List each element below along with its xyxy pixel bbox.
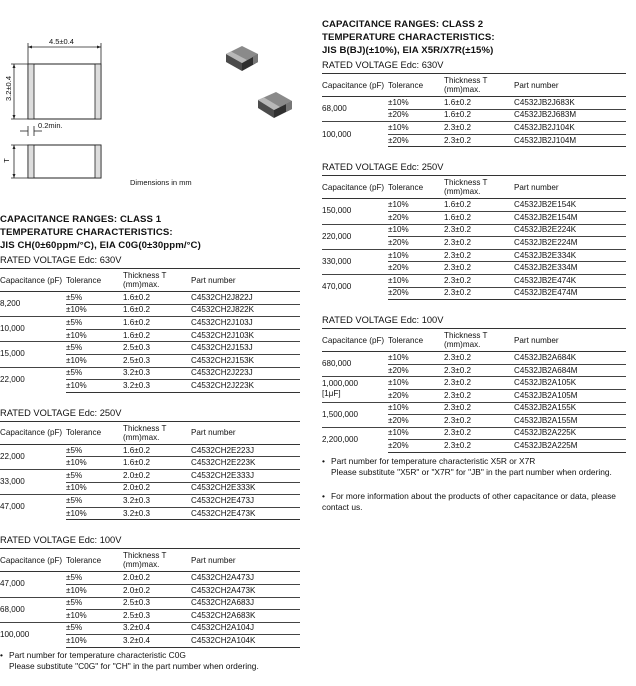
thickness-cell: 1.6±0.2 [444,200,471,210]
thickness-cell: 2.3±0.2 [444,274,514,287]
thickness-cell: 2.3±0.2 [444,262,514,275]
tolerance-cell: ±10% [66,507,123,520]
tolerance-header: Tolerance [66,269,123,292]
part-number-cell: C4532JB2A225K [514,427,626,440]
part-number-cell: C4532CH2E473K [191,507,300,520]
part-number-cell: C4532JB2A155M [514,415,626,428]
thickness-label: T [1,158,11,163]
part-number-cell: C4532CH2A473K [191,584,300,597]
thickness-cell: 3.2±0.3 [123,380,191,393]
table-row [322,224,626,237]
table-row [322,377,626,390]
tolerance-cell: ±10% [388,200,409,210]
capacitance-header: Capacitance (pF) [0,549,66,572]
thickness-cell: 2.3±0.2 [444,352,471,362]
height-dimension-label: 3.2±0.4 [3,76,13,101]
voltage-section [0,407,300,521]
part-number-cell: C4532JB2J104M [514,134,626,147]
tolerance-cell: ±10% [66,329,123,342]
tolerance-cell: ±5% [66,292,83,302]
capacitance-value: 220,000 [322,224,388,249]
capacitance-value: 680,000 [322,359,352,369]
thickness-header: Thickness T (mm)max. [123,269,191,292]
capacitance-table [322,175,626,300]
rated-voltage-label: RATED VOLTAGE Edc: 250V [0,407,122,418]
thickness-cell: 2.3±0.2 [444,402,514,415]
part-number-header: Part number [191,421,300,444]
tolerance-header: Tolerance [388,329,444,352]
class1-note-line2: Please substitute "C0G" for "CH" in the part number when ordering. [9,660,259,671]
tolerance-cell: ±10% [388,224,444,237]
voltage-section [0,534,300,648]
tolerance-cell: ±20% [388,237,444,250]
width-dimension-label: 4.5±0.4 [49,37,74,46]
part-number-cell: C4532JB2A155K [514,402,626,415]
part-number-cell: C4532JB2J683M [514,109,626,122]
thickness-cell: 2.5±0.3 [123,610,191,623]
tolerance-cell: ±10% [66,457,123,470]
table-row [322,274,626,287]
part-number-header: Part number [191,269,300,292]
capacitance-value: 47,000 [0,495,66,520]
voltage-section [322,161,626,300]
class2-column [322,18,626,513]
capacitance-value: 15,000 [0,342,66,367]
class2-note-line3: For more information about the products of other capacitance or data, please contact us. [322,490,616,512]
class2-tables [322,59,626,453]
tolerance-cell: ±5% [66,342,123,355]
table-row [0,622,300,635]
part-number-cell: C4532JB2E154K [514,200,577,210]
part-number-cell: C4532CH2J822J [191,292,253,302]
part-number-cell: C4532CH2E473J [191,495,300,508]
capacitance-table [322,328,626,453]
part-number-cell: C4532JB2E474K [514,274,626,287]
class1-note-line1: Part number for temperature characteristic C0G [9,649,186,660]
tolerance-cell: ±5% [66,445,83,455]
table-row [0,469,300,482]
part-number-cell: C4532JB2J104K [514,122,626,135]
thickness-cell: 2.5±0.3 [123,597,191,610]
tolerance-cell: ±20% [388,389,444,402]
capacitance-value: 330,000 [322,249,388,274]
part-number-cell: C4532JB2A105K [514,377,626,390]
rated-voltage-label: RATED VOLTAGE Edc: 100V [322,315,444,326]
tolerance-cell: ±20% [388,211,444,224]
thickness-cell: 1.6±0.2 [444,109,514,122]
part-number-cell: C4532CH2J103K [191,329,300,342]
class2-subtitle: TEMPERATURE CHARACTERISTICS: [322,32,495,43]
class1-spec: JIS CH(0±60ppm/°C), EIA C0G(0±30ppm/°C) [0,240,201,251]
part-number-cell: C4532CH2A104J [191,622,300,635]
voltage-section [322,59,626,147]
part-number-cell: C4532CH2J223J [191,367,300,380]
chip-photo-1 [226,46,258,71]
part-number-cell: C4532CH2A683K [191,610,300,623]
tolerance-cell: ±5% [66,495,123,508]
tolerance-cell: ±20% [388,440,444,453]
tolerance-header: Tolerance [66,549,123,572]
table-row [322,199,626,212]
class2-note-line2: Please substitute "X5R" or "X7R" for "JB" in the part number when ordering. [331,466,612,477]
thickness-header: Thickness T (mm)max. [444,176,514,199]
tolerance-cell: ±10% [388,427,444,440]
table-row [0,342,300,355]
dimension-figure [0,28,310,198]
capacitance-header: Capacitance (pF) [322,176,388,199]
rated-voltage-label: RATED VOLTAGE Edc: 250V [322,162,444,173]
thickness-header: Thickness T (mm)max. [123,421,191,444]
table-row [322,402,626,415]
part-number-cell: C4532CH2E333K [191,482,300,495]
tolerance-cell: ±20% [388,262,444,275]
table-row [0,495,300,508]
table-row [322,427,626,440]
capacitance-value: 68,000 [0,597,66,622]
tolerance-cell: ±20% [388,109,444,122]
tolerance-cell: ±10% [66,304,123,317]
capacitance-value: 150,000 [322,206,352,216]
thickness-header: Thickness T (mm)max. [123,549,191,572]
tolerance-cell: ±10% [66,635,123,648]
thickness-cell: 2.3±0.2 [444,389,514,402]
tolerance-cell: ±10% [66,584,123,597]
class2-spec: JIS B(BJ)(±10%), EIA X5R/X7R(±15%) [322,45,494,56]
capacitance-value: 10,000 [0,317,66,342]
table-row [0,444,300,457]
capacitance-value: 1,000,000 [1μF] [322,377,388,402]
part-number-cell: C4532CH2E223K [191,457,300,470]
thickness-cell: 3.2±0.3 [123,495,191,508]
table-row [0,292,300,305]
tolerance-cell: ±10% [388,274,444,287]
tolerance-header: Tolerance [388,74,444,97]
part-number-cell: C4532JB2E334K [514,249,626,262]
thickness-cell: 1.6±0.2 [444,211,514,224]
tolerance-header: Tolerance [66,421,123,444]
tolerance-cell: ±10% [388,402,444,415]
thickness-cell: 2.3±0.2 [444,377,514,390]
capacitance-table [322,73,626,147]
capacitance-value: 100,000 [0,622,66,647]
tolerance-cell: ±10% [66,610,123,623]
tolerance-cell: ±10% [66,354,123,367]
capacitance-value: 470,000 [322,274,388,299]
thickness-cell: 2.3±0.2 [444,224,514,237]
thickness-cell: 2.3±0.2 [444,427,514,440]
rated-voltage-label: RATED VOLTAGE Edc: 630V [0,255,122,265]
tolerance-cell: ±10% [66,380,123,393]
part-number-header: Part number [514,329,626,352]
part-number-cell: C4532CH2E223J [191,445,254,455]
table-row [322,352,626,365]
class2-note: • Part number for temperature characteristic X5R or X7R Please substitute "X5R" or "X7R" for "JB" in the part number when ordering. [322,456,626,478]
dimension-drawing [0,28,310,198]
part-number-header: Part number [514,74,626,97]
capacitance-table [0,548,300,648]
tolerance-header: Tolerance [388,176,444,199]
tolerance-cell: ±5% [66,317,123,330]
part-number-cell: C4532JB2A684K [514,352,577,362]
capacitance-value: 8,200 [0,299,21,309]
thickness-cell: 3.2±0.3 [123,507,191,520]
capacitance-value: 22,000 [0,367,66,392]
thickness-cell: 1.6±0.2 [444,97,471,107]
tolerance-cell: ±5% [66,469,123,482]
table-row [0,367,300,380]
tolerance-cell: ±10% [388,249,444,262]
part-number-cell: C4532CH2A683J [191,597,300,610]
thickness-cell: 3.2±0.3 [123,367,191,380]
tolerance-cell: ±10% [388,97,409,107]
table-row [0,572,300,585]
thickness-header: Thickness T (mm)max. [444,74,514,97]
part-number-header: Part number [191,549,300,572]
thickness-cell: 2.3±0.2 [444,122,514,135]
rated-voltage-label: RATED VOLTAGE Edc: 630V [322,60,444,70]
part-number-cell: C4532JB2E224M [514,237,626,250]
class2-note-line1: Part number for temperature characteristic X5R or X7R [331,455,536,466]
thickness-cell: 1.6±0.2 [123,317,191,330]
capacitance-header: Capacitance (pF) [0,421,66,444]
thickness-cell: 2.3±0.2 [444,415,514,428]
tolerance-cell: ±10% [388,377,444,390]
tolerance-cell: ±5% [66,622,123,635]
tolerance-cell: ±5% [66,367,123,380]
thickness-cell: 1.6±0.2 [123,457,191,470]
class2-note-contact: • For more information about the products of other capacitance or data, please contact us. [322,490,616,512]
capacitance-value: 33,000 [0,469,66,494]
part-number-cell: C4532CH2J103J [191,317,300,330]
capacitance-value: 68,000 [322,104,347,114]
class1-subtitle: TEMPERATURE CHARACTERISTICS: [0,227,173,238]
part-number-cell: C4532CH2A473J [191,573,254,583]
thickness-cell: 2.3±0.2 [444,440,514,453]
thickness-cell: 2.0±0.2 [123,482,191,495]
capacitance-value: 1,500,000 [322,402,388,427]
capacitance-table [0,421,300,521]
tolerance-cell: ±20% [388,287,444,300]
class1-tables [0,254,300,648]
part-number-cell: C4532JB2A684M [514,364,626,377]
thickness-cell: 2.3±0.2 [444,134,514,147]
part-number-cell: C4532JB2A225M [514,440,626,453]
part-number-cell: C4532CH2J153K [191,354,300,367]
thickness-cell: 3.2±0.4 [123,622,191,635]
thickness-cell: 1.6±0.2 [123,292,150,302]
class2-title: CAPACITANCE RANGES: CLASS 2 [322,19,484,30]
part-number-cell: C4532CH2J223K [191,380,300,393]
capacitance-header: Capacitance (pF) [322,74,388,97]
thickness-cell: 2.0±0.2 [123,469,191,482]
thickness-cell: 2.0±0.2 [123,584,191,597]
thickness-cell: 2.5±0.3 [123,354,191,367]
capacitance-value: 100,000 [322,122,388,147]
voltage-section [322,314,626,453]
class1-title: CAPACITANCE RANGES: CLASS 1 [0,214,162,225]
thickness-cell: 1.6±0.2 [123,329,191,342]
part-number-cell: C4532CH2J822K [191,304,300,317]
part-number-cell: C4532CH2A104K [191,635,300,648]
part-number-cell: C4532JB2E334M [514,262,626,275]
capacitance-value: 22,000 [0,451,25,461]
tolerance-cell: ±20% [388,364,444,377]
part-number-cell: C4532JB2E474M [514,287,626,300]
part-number-cell: C4532JB2E224K [514,224,626,237]
tolerance-cell: ±20% [388,415,444,428]
thickness-cell: 1.6±0.2 [123,304,191,317]
tolerance-cell: ±10% [388,122,444,135]
voltage-section [0,254,300,393]
tolerance-cell: ±5% [66,597,123,610]
capacitance-header: Capacitance (pF) [322,329,388,352]
tolerance-cell: ±10% [66,482,123,495]
chip-photo-2 [258,92,292,118]
thickness-cell: 2.3±0.2 [444,287,514,300]
dimensions-caption: Dimensions in mm [130,178,192,187]
part-number-cell: C4532CH2E333J [191,469,300,482]
table-row [0,597,300,610]
capacitance-table [0,268,300,393]
thickness-cell: 3.2±0.4 [123,635,191,648]
table-row [322,97,626,110]
tolerance-cell: ±10% [388,352,409,362]
part-number-cell: C4532JB2E154M [514,211,626,224]
part-number-cell: C4532JB2A105M [514,389,626,402]
table-row [0,317,300,330]
thickness-cell: 1.6±0.2 [123,445,150,455]
tolerance-cell: ±5% [66,573,83,583]
capacitance-header: Capacitance (pF) [0,269,66,292]
part-number-header: Part number [514,176,626,199]
thickness-cell: 2.3±0.2 [444,364,514,377]
capacitance-value: 2,200,000 [322,427,388,452]
capacitance-value: 47,000 [0,579,25,589]
thickness-cell: 2.3±0.2 [444,237,514,250]
class1-note: • Part number for temperature characteristic C0G Please substitute "C0G" for "CH" in the part number when ordering. [0,650,300,672]
thickness-cell: 2.5±0.3 [123,342,191,355]
part-number-cell: C4532JB2J683K [514,97,575,107]
part-number-cell: C4532CH2J153J [191,342,300,355]
table-row [322,122,626,135]
table-row [322,249,626,262]
rated-voltage-label: RATED VOLTAGE Edc: 100V [0,535,122,546]
thickness-cell: 2.0±0.2 [123,573,150,583]
class1-column [0,213,300,672]
tolerance-cell: ±20% [388,134,444,147]
thickness-header: Thickness T (mm)max. [444,329,514,352]
min-dimension-label: 0.2min. [38,121,63,130]
thickness-cell: 2.3±0.2 [444,249,514,262]
